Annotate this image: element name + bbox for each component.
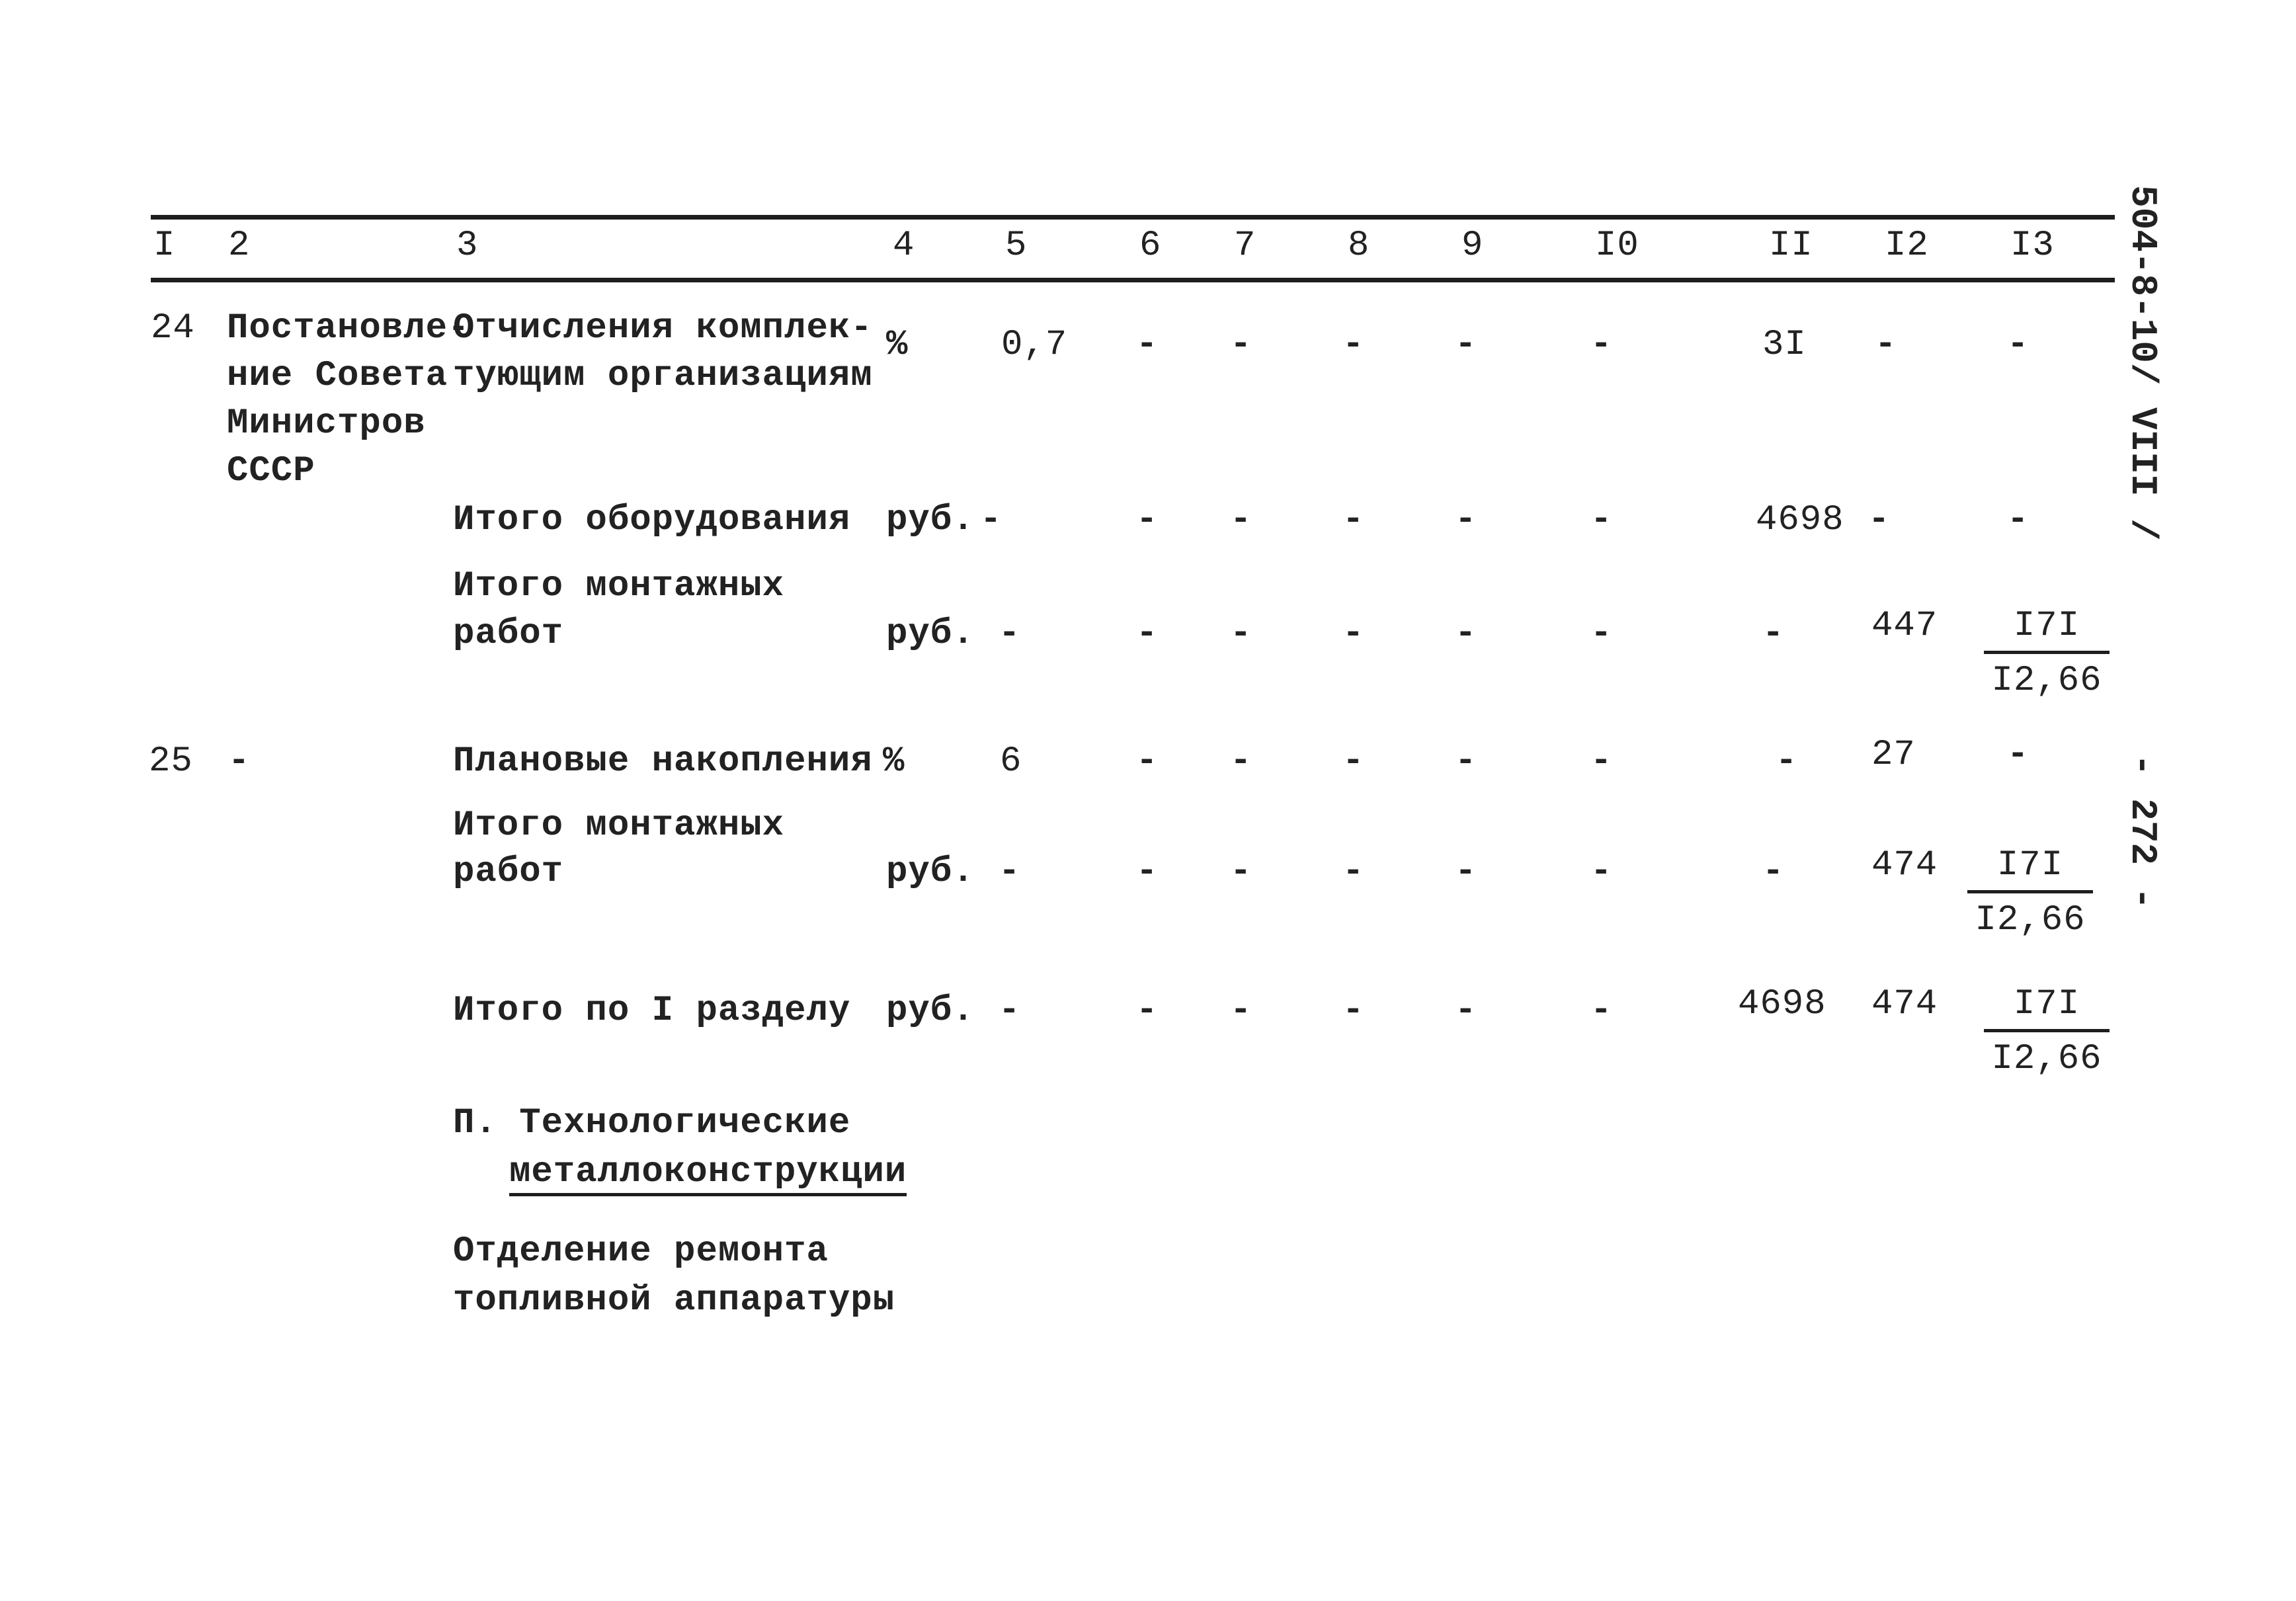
col-8-value: - [1342, 852, 1365, 892]
col-11-value: 3I [1762, 325, 1807, 365]
rate-value: 6 [1000, 741, 1022, 782]
col-8-value: - [1342, 325, 1365, 365]
fraction-numerator: I7I [1967, 848, 2093, 893]
header-col-7: 7 [1234, 226, 1256, 266]
col-6-value: - [1136, 991, 1159, 1031]
col-8-value: - [1342, 991, 1365, 1031]
basis-line-3: Министров [227, 403, 426, 444]
item-name: Итого по I разделу [453, 991, 851, 1031]
col-12-value: 27 [1871, 735, 1916, 775]
col-5-value: - [999, 991, 1021, 1031]
col-12-value: 474 [1871, 984, 1938, 1024]
item-name: Плановые накопления [453, 741, 873, 782]
header-col-4: 4 [893, 226, 915, 266]
basis-dash: - [228, 741, 251, 782]
col-13-value: - [2007, 735, 2030, 775]
header-col-9: 9 [1461, 226, 1484, 266]
col-9-value: - [1455, 614, 1477, 654]
col-7-value: - [1230, 741, 1252, 782]
col-6-value: - [1136, 741, 1159, 782]
unit: руб. [886, 500, 975, 540]
section-2-subtitle-line-2: топливной аппаратуры [453, 1280, 895, 1321]
basis-line-4: СССР [227, 451, 315, 491]
col-6-value: - [1136, 852, 1159, 892]
col-13-fraction [1967, 845, 2093, 940]
col-13-value: - [2007, 325, 2030, 365]
document-code-annotation: 504-8-10/ VIII / [2121, 185, 2164, 541]
header-bottom-rule [151, 278, 2115, 282]
item-name-line-2: работ [453, 852, 564, 892]
item-name-line-1: Итого монтажных [453, 566, 785, 606]
row-number: 24 [151, 308, 195, 349]
header-col-13: I3 [2010, 226, 2055, 266]
col-8-value: - [1342, 500, 1365, 540]
col-11-value: - [1762, 614, 1785, 654]
col-11-value: 4698 [1738, 984, 1826, 1024]
col-11-value: 4698 [1756, 500, 1844, 540]
row-number: 25 [149, 741, 193, 782]
item-name-line-2: работ [453, 614, 564, 654]
section-2-title-line-2: металлоконструкции [509, 1155, 907, 1196]
col-9-value: - [1455, 741, 1477, 782]
header-col-5: 5 [1005, 226, 1028, 266]
col-10-value: - [1590, 614, 1613, 654]
fraction-denominator: I2,66 [1991, 1039, 2102, 1079]
fraction-numerator: I7I [1984, 608, 2110, 654]
col-11-value: - [1762, 852, 1785, 892]
col-6-value: - [1136, 325, 1159, 365]
header-col-2: 2 [228, 226, 251, 266]
item-name: Итого оборудования [453, 500, 851, 540]
col-7-value: - [1230, 500, 1252, 540]
col-5-value: - [980, 500, 1003, 540]
col-9-value: - [1455, 325, 1477, 365]
header-col-11: II [1769, 226, 1813, 266]
col-10-value: - [1590, 852, 1613, 892]
fraction-denominator: I2,66 [1975, 900, 2086, 940]
header-col-12: I2 [1885, 226, 1929, 266]
header-col-6: 6 [1139, 226, 1162, 266]
col-7-value: - [1230, 852, 1252, 892]
header-col-10: I0 [1595, 226, 1639, 266]
basis-line-1: Постановле- [227, 308, 470, 349]
unit: руб. [886, 991, 975, 1031]
unit: % [886, 325, 909, 365]
col-10-value: - [1590, 325, 1613, 365]
col-13-fraction [1984, 608, 2110, 699]
col-12-value: - [1868, 500, 1891, 540]
header-col-3: 3 [456, 226, 479, 266]
col-12-value: - [1875, 325, 1897, 365]
col-5-value: - [999, 614, 1021, 654]
col-13-value: - [2007, 500, 2030, 540]
unit: % [883, 741, 905, 782]
col-12-value: 474 [1871, 845, 1938, 885]
item-name-line-2: тующим организациям [453, 356, 873, 396]
col-10-value: - [1590, 500, 1613, 540]
col-10-value: - [1590, 991, 1613, 1031]
col-9-value: - [1455, 500, 1477, 540]
section-2-title-line-1: П. Технологические [453, 1103, 851, 1143]
item-name-line-1: Итого монтажных [453, 805, 785, 846]
unit: руб. [886, 852, 975, 892]
section-2-subtitle-line-1: Отделение ремонта [453, 1231, 829, 1272]
col-6-value: - [1136, 614, 1159, 654]
header-col-8: 8 [1348, 226, 1370, 266]
col-13-fraction [1984, 984, 2110, 1079]
col-7-value: - [1230, 325, 1252, 365]
fraction-denominator: I2,66 [1991, 661, 2102, 701]
col-9-value: - [1455, 991, 1477, 1031]
fraction-numerator: I7I [1984, 987, 2110, 1032]
table-top-rule [151, 215, 2115, 220]
header-col-1: I [153, 226, 176, 266]
col-9-value: - [1455, 852, 1477, 892]
col-6-value: - [1136, 500, 1159, 540]
col-5-value: - [999, 852, 1021, 892]
col-8-value: - [1342, 614, 1365, 654]
item-name-line-1: Отчисления комплек- [453, 308, 873, 349]
basis-line-2: ние Совета [227, 356, 448, 396]
col-10-value: - [1590, 741, 1613, 782]
col-11-value: - [1776, 741, 1798, 782]
col-7-value: - [1230, 991, 1252, 1031]
col-7-value: - [1230, 614, 1252, 654]
col-12-value: 447 [1871, 606, 1938, 646]
page-number-annotation: - 272 - [2121, 754, 2164, 910]
unit: руб. [886, 614, 975, 654]
col-8-value: - [1342, 741, 1365, 782]
rate-value: 0,7 [1001, 325, 1068, 365]
